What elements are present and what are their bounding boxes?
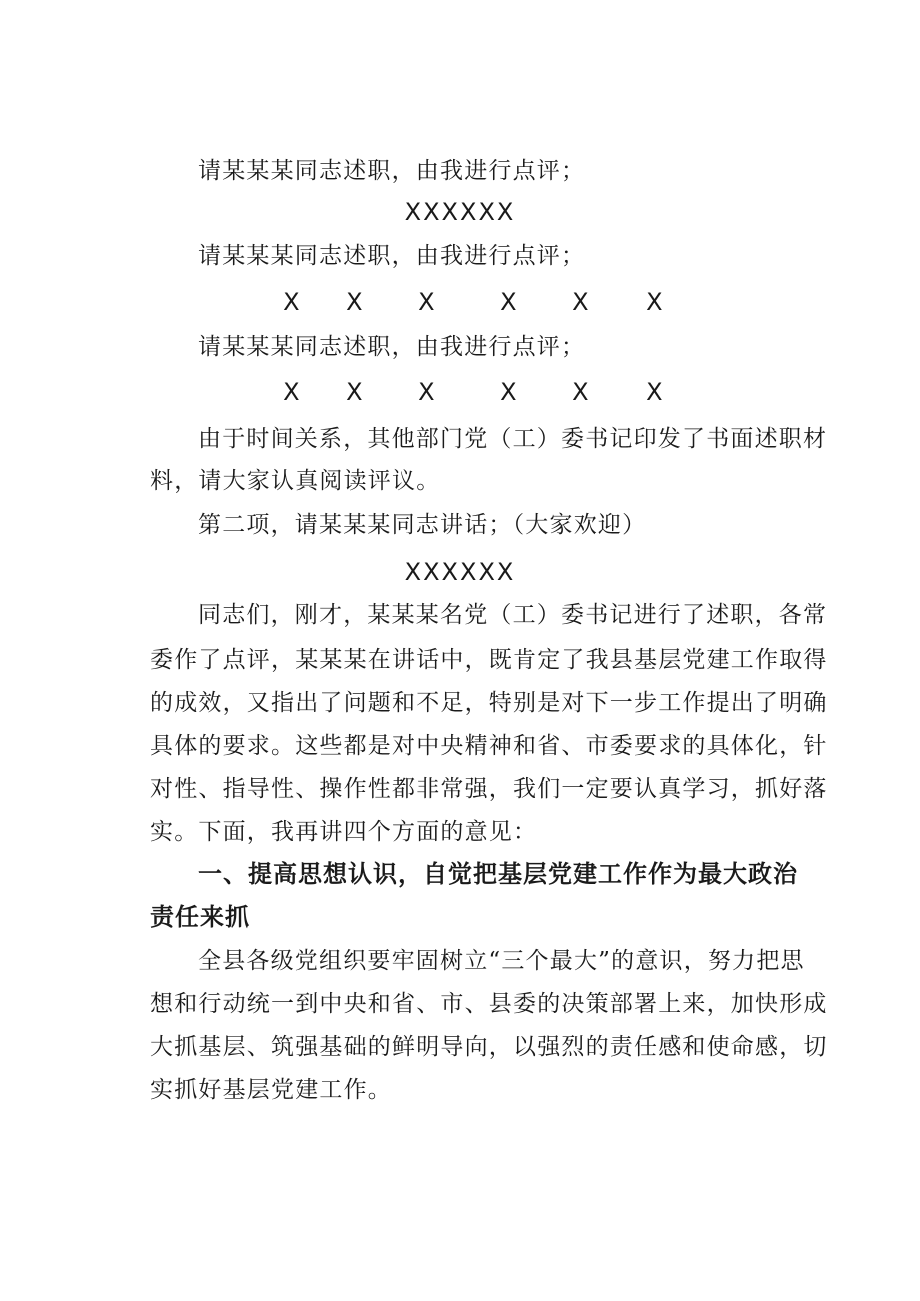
section-one-heading-line-1: 一、提高思想认识，自觉把基层党建工作作为最大政治 bbox=[198, 860, 798, 888]
speech-line-1: 同志们，刚才，某某某名党（工）委书记进行了述职，各常 bbox=[198, 602, 828, 628]
speech-line-5: 对性、指导性、操作性都非常强，我们一定要认真学习，抓好落 bbox=[150, 776, 828, 802]
review-request-line-1: 请某某某同志述职，由我进行点评； bbox=[198, 158, 586, 184]
section-one-heading-line-2: 责任来抓 bbox=[150, 903, 250, 931]
placeholder-mark: X bbox=[572, 288, 590, 316]
speech-line-2: 委作了点评，某某某在讲话中，既肯定了我县基层党建工作取得 bbox=[150, 647, 828, 673]
time-note-line-2: 料，请大家认真阅读评议。 bbox=[150, 468, 441, 494]
section-one-body-line-2: 想和行动统一到中央和省、市、县委的决策部署上来，加快形成 bbox=[150, 991, 828, 1017]
placeholder-mark: X bbox=[500, 288, 518, 316]
section-one-body-line-3: 大抓基层、筑强基础的鲜明导向，以强烈的责任感和使命感，切 bbox=[150, 1034, 828, 1060]
speech-line-3: 的成效，又指出了问题和不足，特别是对下一步工作提出了明确 bbox=[150, 690, 828, 716]
placeholder-mark: X bbox=[283, 378, 301, 406]
placeholder-mark: X bbox=[572, 378, 590, 406]
placeholder-mark: X bbox=[283, 288, 301, 316]
placeholder-mark: X bbox=[346, 288, 364, 316]
placeholder-mark: X bbox=[646, 378, 664, 406]
name-placeholder-1: XXXXXX bbox=[404, 198, 516, 226]
speaker-placeholder: XXXXXX bbox=[404, 558, 516, 586]
placeholder-mark: X bbox=[418, 378, 436, 406]
review-request-line-3: 请某某某同志述职，由我进行点评； bbox=[198, 334, 586, 360]
placeholder-mark: X bbox=[346, 378, 364, 406]
section-one-body-line-4: 实抓好基层党建工作。 bbox=[150, 1077, 392, 1103]
speech-line-6: 实。下面，我再讲四个方面的意见： bbox=[150, 819, 538, 845]
agenda-item-two: 第二项，请某某某同志讲话；（大家欢迎） bbox=[198, 512, 647, 538]
placeholder-mark: X bbox=[646, 288, 664, 316]
placeholder-mark: X bbox=[418, 288, 436, 316]
placeholder-mark: X bbox=[500, 378, 518, 406]
time-note-line-1: 由于时间关系，其他部门党（工）委书记印发了书面述职材 bbox=[198, 426, 828, 452]
section-one-body-line-1: 全县各级党组织要牢固树立“三个最大”的意识，努力把思 bbox=[198, 948, 805, 974]
speech-line-4: 具体的要求。这些都是对中央精神和省、市委要求的具体化，针 bbox=[150, 733, 828, 759]
review-request-line-2: 请某某某同志述职，由我进行点评； bbox=[198, 243, 586, 269]
